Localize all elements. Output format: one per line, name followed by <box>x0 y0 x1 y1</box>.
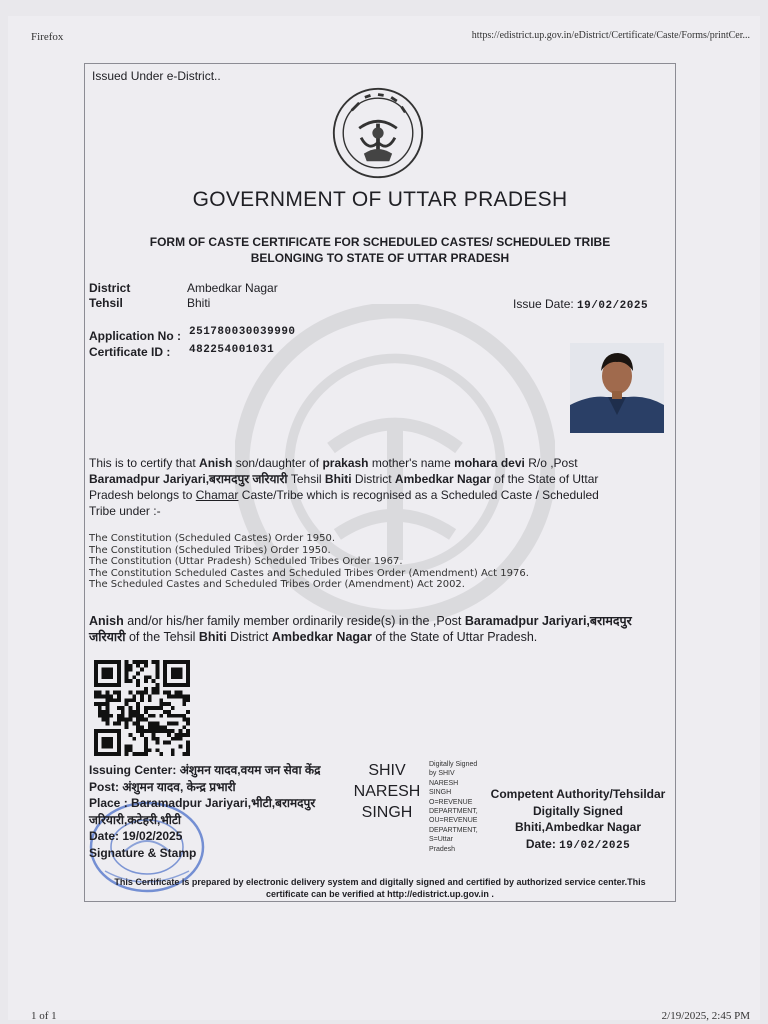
list-item: The Constitution Scheduled Castes and Scheduled Tribes Order (Amendment) Act 1976. <box>89 567 529 579</box>
uttar-pradesh-emblem-icon <box>331 86 425 180</box>
residence-district: Ambedkar Nagar <box>394 472 491 486</box>
digital-signature-line: S=Uttar <box>429 836 453 844</box>
digital-signature-line: OU=REVENUE <box>429 817 478 825</box>
issue-date-label: Issue Date: <box>513 297 574 311</box>
qr-code-icon <box>92 660 192 756</box>
certify-text: R/o ,Post <box>524 456 578 470</box>
residence-district: Ambedkar Nagar <box>271 630 372 644</box>
place-label: Place : <box>89 796 128 810</box>
mother-name: mohara devi <box>454 456 525 470</box>
residence-place: Baramadpur Jariyari,बरामदपुर <box>464 614 632 628</box>
residence-paragraph <box>89 613 669 645</box>
issue-date-value: 19/02/2025 <box>577 300 649 312</box>
page-indicator: 1 of 1 <box>31 1010 57 1022</box>
list-item: The Constitution (Uttar Pradesh) Scheduled Tribes Order 1967. <box>89 556 403 567</box>
digital-signature-line: SINGH <box>429 789 452 797</box>
district-label: District <box>89 281 131 295</box>
certify-text: Caste/Tribe which is recognised as a Scheduled Caste / Scheduled <box>238 488 599 502</box>
list-item: The Constitution (Scheduled Castes) Order 1950. <box>89 533 336 544</box>
issued-under-label: Issued Under e-District.. <box>92 69 221 83</box>
issuing-center-value: अंशुमन यादव,वयम जन सेवा केंद्र <box>176 763 321 777</box>
place-value: Baramadpur Jariyari,भीटी,बरामदपुर <box>127 796 316 810</box>
authority-date <box>483 836 673 855</box>
constitution-orders-list <box>89 533 529 591</box>
residence-text: of the Tehsil <box>125 630 199 644</box>
list-item: The Scheduled Castes and Scheduled Tribes Order (Amendment) Act 2002. <box>89 579 465 590</box>
signature-stamp-label: Signature & Stamp <box>89 845 197 860</box>
certify-text: mother's name <box>368 456 455 470</box>
residence-text: and/or his/her family member ordinarily reside(s) in the ,Post <box>123 614 465 628</box>
footer-line: This Certificate is prepared by electronic delivery system and digitally signed and certified by authorized service center.This <box>114 877 646 887</box>
form-title-line1: FORM OF CASTE CERTIFICATE FOR SCHEDULED CASTES/ SCHEDULED TRIBE <box>149 235 611 249</box>
footer-line: certificate can be verified at http://edistrict.up.gov.in . <box>266 889 494 899</box>
signer-name-line: SHIV <box>368 762 406 779</box>
certificate-id-value: 482254001031 <box>189 344 275 356</box>
residence-text: District <box>226 630 272 644</box>
authority-signed: Digitally Signed <box>532 803 623 818</box>
competent-authority-block <box>483 786 673 854</box>
print-datetime: 2/19/2025, 2:45 PM <box>661 1010 750 1022</box>
signer-name-line: NARESH <box>353 783 421 800</box>
digital-signature-details <box>429 760 478 854</box>
application-value: 251780030039990 <box>189 326 296 338</box>
form-title-line2: BELONGING TO STATE OF UTTAR PRADESH <box>250 251 510 265</box>
certify-text: District <box>351 472 395 486</box>
date-label: Date: <box>89 829 120 843</box>
issue-date <box>513 297 648 312</box>
issuing-center-block <box>89 762 321 861</box>
certify-text: This is to certify that <box>89 456 200 470</box>
signer-name <box>347 760 427 823</box>
digital-signature-line: by SHIV <box>429 770 455 778</box>
certify-paragraph <box>89 455 669 519</box>
tehsil-label: Tehsil <box>89 296 123 310</box>
certify-text: of the State of Uttar <box>490 472 599 486</box>
signer-name-line: SINGH <box>361 804 413 821</box>
page-url: https://edistrict.up.gov.in/eDistrict/Certificate/Caste/Forms/printCer... <box>471 30 750 41</box>
applicant-photo <box>570 343 664 433</box>
district-value: Ambedkar Nagar <box>187 281 278 295</box>
post-value: अंशुमन यादव, केन्द्र प्रभारी <box>119 779 236 794</box>
date-value: 19/02/2025 <box>119 829 183 843</box>
digital-signature-line: DEPARTMENT, <box>429 808 478 816</box>
authority-title: Competent Authority/Tehsildar <box>490 787 666 801</box>
residence-tehsil: Bhiti <box>324 472 352 486</box>
application-label: Application No : <box>89 329 181 343</box>
certificate-id-label: Certificate ID : <box>89 345 171 359</box>
certify-text: Tehsil <box>287 472 325 486</box>
digital-signature-line: NARESH <box>429 779 459 787</box>
form-title <box>85 234 675 266</box>
applicant-name: Anish <box>199 456 233 470</box>
issue-date-center <box>89 828 321 845</box>
authority-date-label: Date: <box>525 836 556 851</box>
authority-place: Bhiti,Ambedkar Nagar <box>514 820 642 834</box>
place <box>89 795 321 812</box>
caste-certificate <box>84 63 676 902</box>
issuing-center <box>89 762 321 779</box>
certify-text: Pradesh belongs to <box>89 488 196 502</box>
digital-signature-line: Pradesh <box>429 845 456 853</box>
residence-text: of the State of Uttar Pradesh. <box>371 630 538 644</box>
browser-name: Firefox <box>31 31 64 43</box>
post-label: Post: <box>89 779 119 794</box>
post <box>89 779 321 796</box>
tehsil-value: Bhiti <box>187 296 211 310</box>
certify-text: son/daughter of <box>232 456 323 470</box>
digital-signature-line: Digitally Signed <box>429 761 478 768</box>
government-title: GOVERNMENT OF UTTAR PRADESH <box>192 188 568 211</box>
issuing-center-label: Issuing Center: <box>89 763 177 777</box>
father-name: prakash <box>322 456 369 470</box>
caste-name: Chamar <box>195 488 239 502</box>
digital-signature-line: O=REVENUE <box>429 798 473 806</box>
residence-place: Baramadpur Jariyari,बरामदपुर जरियारी <box>89 472 288 486</box>
certify-text: Tribe under :- <box>89 504 161 518</box>
residence-tehsil: Bhiti <box>198 630 227 644</box>
digital-signature-line: DEPARTMENT, <box>429 826 478 834</box>
place-continued: जरियारी,कटेहरी,भीटी <box>89 812 182 827</box>
residence-place: जरियारी <box>89 630 126 644</box>
authority-date-value: 19/02/2025 <box>559 839 631 852</box>
list-item: The Constitution (Scheduled Tribes) Order 1950. <box>89 544 331 556</box>
applicant-name: Anish <box>89 614 124 628</box>
certificate-footer <box>85 876 675 900</box>
